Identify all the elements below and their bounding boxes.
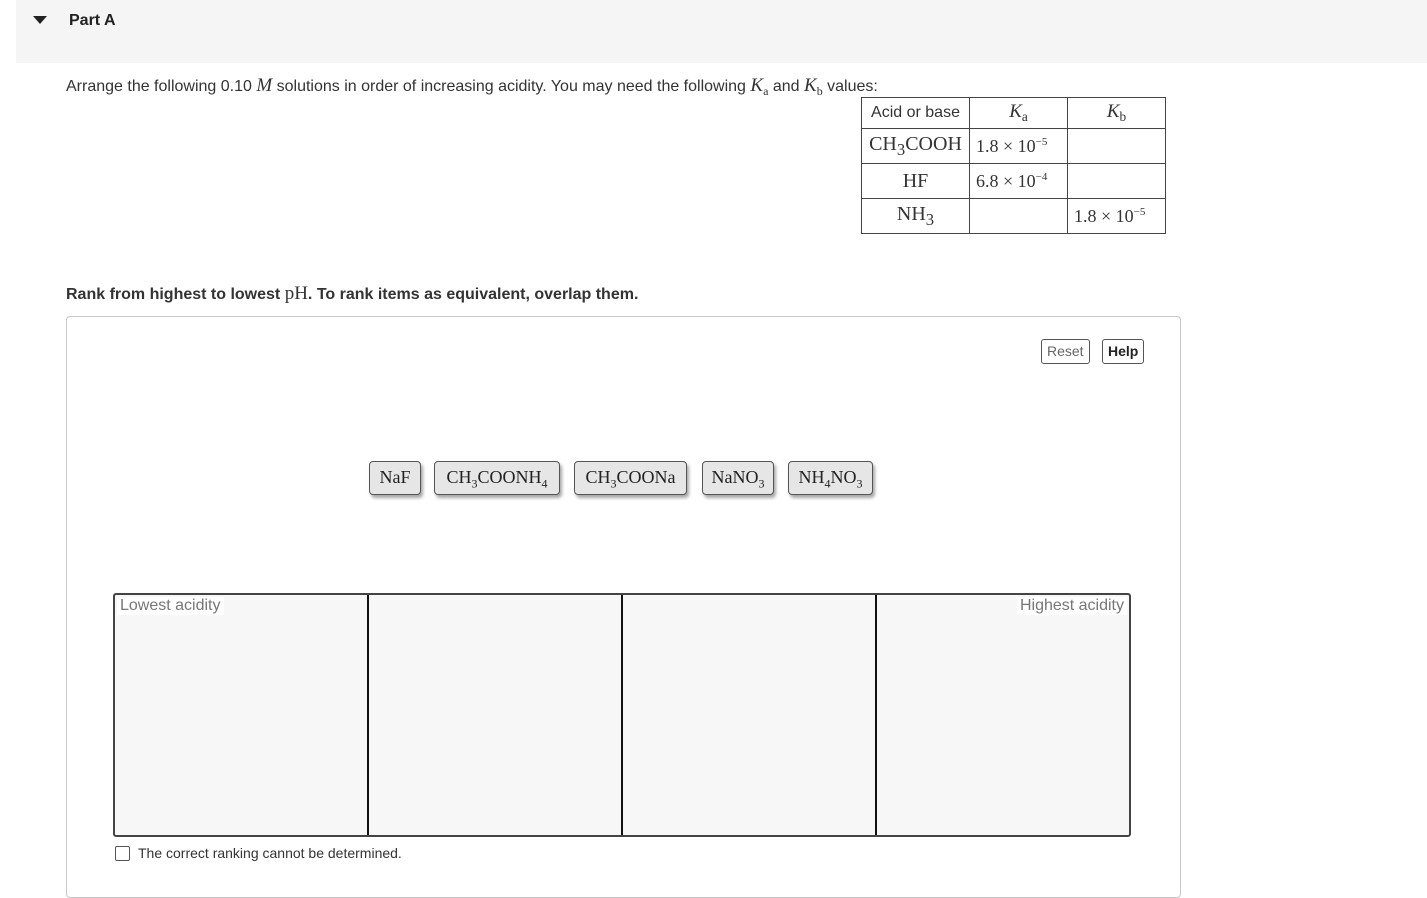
row-compound: $NH_3$ (862, 199, 970, 234)
part-title: Part A (69, 12, 116, 29)
ranking-bin[interactable] (115, 595, 367, 835)
ranking-bins (113, 593, 1131, 837)
reset-button[interactable]: Reset (1041, 339, 1090, 364)
row-kb (1068, 164, 1166, 199)
row-ka: $6.8 \times 10^{-4}$ (970, 164, 1068, 199)
draggable-item-naf[interactable]: NaF (369, 461, 421, 495)
instruction-text: Arrange the following 0.10 M solutions in order of increasing acidity. You may need the following $K_a$ and $K_b$ values: (66, 75, 878, 99)
ranking-question: Rank from highest to lowest pH. To rank items as equivalent, overlap them. (66, 283, 639, 304)
header-acid-or-base: Acid or base (862, 98, 970, 129)
draggable-item-nano3[interactable]: NaNO$_3$ (702, 461, 774, 495)
row-ka: $1.8 \times 10^{-5}$ (970, 129, 1068, 164)
part-header[interactable] (16, 0, 1427, 63)
header-ka: $K_a$ (970, 98, 1068, 129)
draggable-item-ch3coonh4[interactable]: $CH_3COONH_4$ (434, 461, 560, 495)
draggable-item-nh4no3[interactable]: $NH_4NO_3$ (788, 461, 873, 495)
ranking-bin[interactable] (621, 595, 875, 835)
cannot-determine-checkbox[interactable] (115, 846, 130, 861)
highest-acidity-label: Highest acidity (1017, 597, 1127, 615)
row-kb: $1.8 \times 10^{-5}$ (1068, 199, 1166, 234)
table-row (862, 164, 1166, 199)
collapse-caret-icon[interactable] (33, 16, 47, 24)
table-row (862, 199, 1166, 234)
row-ka (970, 199, 1068, 234)
ranking-bin[interactable] (367, 595, 621, 835)
ranking-bin[interactable] (875, 595, 1129, 835)
draggable-item-ch3coona[interactable]: $CH_3COONa$ (574, 461, 687, 495)
constants-table (861, 97, 1166, 234)
row-compound: HF (862, 164, 970, 199)
lowest-acidity-label: Lowest acidity (117, 597, 224, 615)
cannot-determine-label[interactable]: The correct ranking cannot be determined. (138, 845, 402, 861)
row-kb (1068, 129, 1166, 164)
table-header-row (862, 98, 1166, 129)
row-compound: $CH_3COOH$ (862, 129, 970, 164)
header-kb: $K_b$ (1068, 98, 1166, 129)
table-row (862, 129, 1166, 164)
help-button[interactable]: Help (1102, 339, 1144, 364)
